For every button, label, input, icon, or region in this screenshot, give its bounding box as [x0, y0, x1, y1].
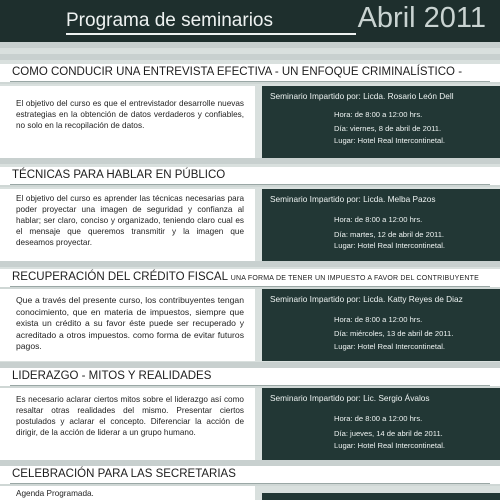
header-rule — [10, 385, 490, 386]
date-text: Día: jueves, 14 de abril de 2011. — [334, 429, 443, 438]
section-header — [0, 64, 500, 84]
section-title: COMO CONDUCIR UNA ENTREVISTA EFECTIVA - UN ENFOQUE CRIMINALÍSTICO - — [12, 66, 463, 78]
header-rule — [10, 81, 490, 82]
time-text: Hora: de 8:00 a 12:00 hrs. — [334, 215, 423, 224]
info-panel — [262, 388, 500, 460]
description-text: Agenda Programada. — [16, 489, 94, 498]
location-text: Lugar: Hotel Real Intercontinetal. — [334, 136, 446, 145]
section-header — [0, 368, 500, 388]
time-text: Hora: de 8:00 a 12:00 hrs. — [334, 110, 423, 119]
date-text: Día: martes, 12 de abril de 2011. — [334, 230, 445, 239]
divider-band — [0, 54, 500, 60]
title-underline — [66, 33, 356, 35]
speaker-text: Seminario Impartido por: Licda. Melba Pazos — [270, 194, 436, 204]
description-panel — [0, 289, 255, 361]
section-title: TÉCNICAS PARA HABLAR EN PÚBLICO — [12, 169, 226, 181]
date-text: Día: viernes, 8 de abril de 2011. — [334, 124, 442, 133]
description-text: Es necesario aclarar ciertos mitos sobre el liderazgo así como resaltar otras realidades del mismo. Presentar ciertos postulados y aclarar el concepto. Diferenciar la acción de dirigir, de la acción de liderar a un grupo humano. — [16, 395, 244, 437]
description-text: Que a través del presente curso, los contribuyentes tengan conocimiento, que en materia de impuestos, siempre que exista un crédito a su favor éste puede ser recuperado y acreditado a otros impuestos. como forma de evitar futuros pagos. — [16, 295, 244, 351]
speaker-text: Seminario Impartido por: Licda. Rosario León Dell — [270, 91, 454, 101]
description-text: El objetivo del curso es que el entrevistador desarrolle nuevas estrategias en la obtención de datos verdaderos y confiables, no solo en la recopilación de datos. — [16, 99, 244, 130]
section-header — [0, 167, 500, 187]
description-panel — [0, 86, 255, 158]
time-text: Hora: de 8:00 a 12:00 hrs. — [334, 315, 423, 324]
description-panel — [0, 189, 255, 261]
header-rule — [10, 483, 490, 484]
date-text: Día: miércoles, 13 de abril de 2011. — [334, 329, 454, 338]
divider-band — [0, 42, 500, 48]
speaker-text: Seminario Impartido por: Licda. Katty Reyes de Diaz — [270, 294, 463, 304]
header-bar — [0, 0, 500, 42]
info-panel — [262, 289, 500, 361]
section-header — [0, 269, 500, 289]
header-rule — [10, 184, 490, 185]
section-title: CELEBRACIÓN PARA LAS SECRETARIAS — [12, 468, 236, 480]
header-rule — [10, 286, 490, 287]
time-text: Hora: de 8:00 a 12:00 hrs. — [334, 414, 423, 423]
location-text: Lugar: Hotel Real Intercontinetal. — [334, 241, 446, 250]
section-header — [0, 466, 500, 486]
divider-band — [0, 158, 500, 164]
info-panel — [262, 86, 500, 158]
description-panel — [0, 486, 255, 500]
location-text: Lugar: Hotel Real Intercontinetal. — [334, 342, 446, 351]
location-text: Lugar: Hotel Real Intercontinetal. — [334, 441, 446, 450]
section-title: RECUPERACIÓN DEL CRÉDITO FISCAL UNA FORMA DE TENER UN IMPUESTO A FAVOR DEL CONTRIBUYENTE — [12, 271, 479, 283]
info-panel — [262, 189, 500, 261]
description-panel — [0, 388, 255, 460]
info-panel — [262, 493, 500, 500]
month-label: Abril 2011 — [357, 2, 486, 34]
page-title: Programa de seminarios — [66, 10, 273, 31]
section-subtitle: UNA FORMA DE TENER UN IMPUESTO A FAVOR DEL CONTRIBUYENTE — [230, 275, 479, 282]
speaker-text: Seminario Impartido por: Lic. Sergio Ávalos — [270, 393, 430, 403]
divider-band — [0, 261, 500, 267]
description-text: El objetivo del curso es aprender las técnicas necesarias para poder proyectar una imagen de seguridad y confianza al hablar; ser claro, conciso y organizado, teniendo claro cual es el mensaje que queremos transmitir y la imagen que deseamos proyectar. — [16, 194, 244, 247]
section-title: LIDERAZGO - MITOS Y REALIDADES — [12, 370, 212, 382]
